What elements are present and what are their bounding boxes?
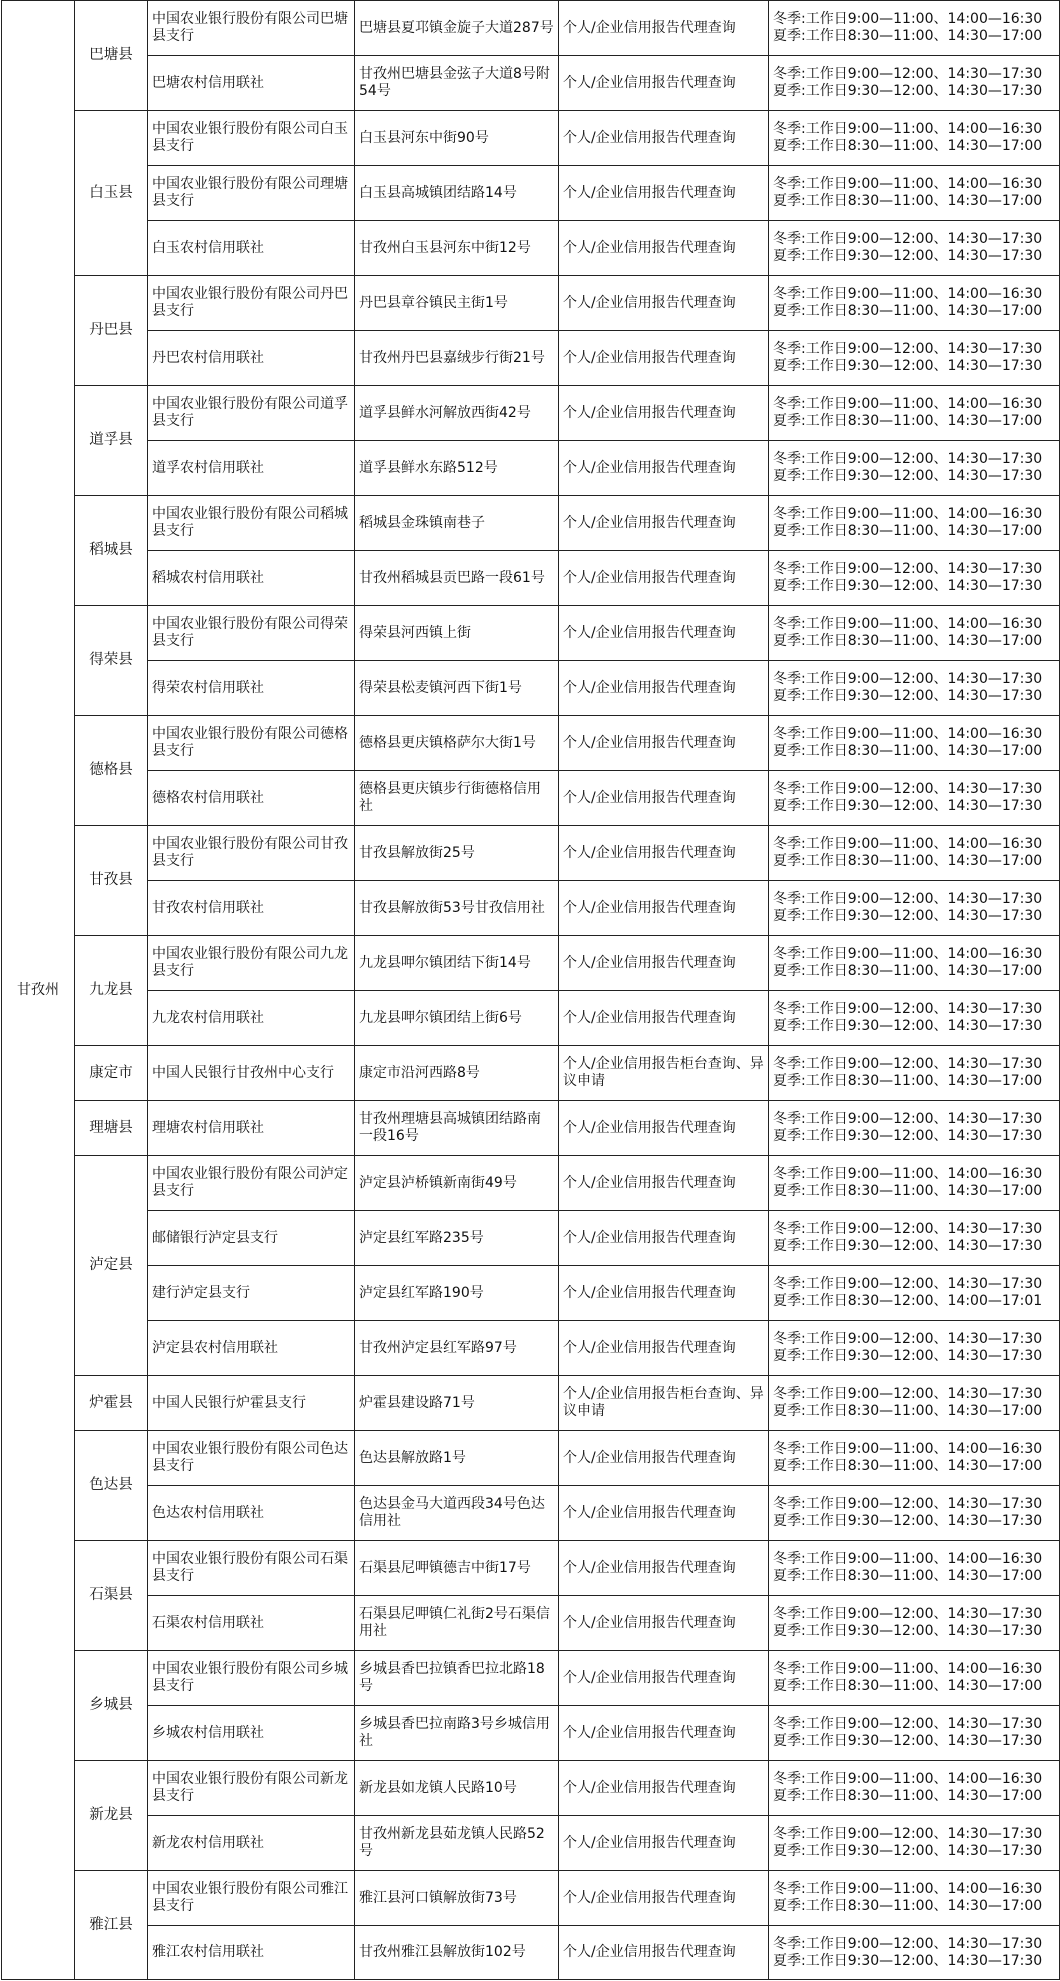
institution-cell: 色达农村信用联社 [148, 1486, 355, 1541]
institution-cell: 中国人民银行炉霍县支行 [148, 1376, 355, 1431]
service-cell: 个人/企业信用报告代理查询 [559, 276, 769, 331]
service-cell: 个人/企业信用报告代理查询 [559, 386, 769, 441]
winter-hours: 冬季:工作日9:00—11:00、14:00—16:30 [773, 726, 1043, 742]
service-cell: 个人/企业信用报告代理查询 [559, 1816, 769, 1871]
address-cell: 色达县金马大道西段34号色达信用社 [355, 1486, 559, 1541]
winter-hours: 冬季:工作日9:00—11:00、14:00—16:30 [773, 1661, 1043, 1677]
winter-hours: 冬季:工作日9:00—12:00、14:30—17:30 [773, 1386, 1043, 1402]
winter-hours: 冬季:工作日9:00—12:00、14:30—17:30 [773, 1221, 1043, 1237]
institution-cell: 白玉农村信用联社 [148, 221, 355, 276]
summer-hours: 夏季:工作日8:30—11:00、14:30—17:00 [773, 1788, 1043, 1804]
summer-hours: 夏季:工作日8:30—11:00、14:30—17:00 [773, 1458, 1043, 1474]
summer-hours: 夏季:工作日8:30—11:00、14:30—17:00 [773, 1898, 1043, 1914]
table-row [2, 1596, 1060, 1651]
address-cell: 甘孜州丹巴县嘉绒步行街21号 [355, 331, 559, 386]
institution-cell: 得荣农村信用联社 [148, 661, 355, 716]
city-cell: 甘孜州 [2, 1, 75, 1980]
table-row [2, 1431, 1060, 1486]
address-cell: 甘孜州新龙县茹龙镇人民路52号 [355, 1816, 559, 1871]
institution-cell: 理塘农村信用联社 [148, 1101, 355, 1156]
service-cell: 个人/企业信用报告柜台查询、异议申请 [559, 1046, 769, 1101]
summer-hours: 夏季:工作日9:30—12:00、14:30—17:30 [773, 798, 1043, 814]
credit-query-location-table [1, 0, 1060, 1980]
hours-cell [769, 606, 1060, 661]
summer-hours: 夏季:工作日9:30—12:00、14:30—17:30 [773, 1843, 1043, 1859]
address-cell: 乡城县香巴拉南路3号乡城信用社 [355, 1706, 559, 1761]
hours-cell [769, 1, 1060, 56]
service-cell: 个人/企业信用报告代理查询 [559, 1321, 769, 1376]
summer-hours: 夏季:工作日8:30—11:00、14:30—17:00 [773, 1403, 1043, 1419]
service-cell: 个人/企业信用报告代理查询 [559, 991, 769, 1046]
service-cell: 个人/企业信用报告代理查询 [559, 111, 769, 166]
institution-cell: 中国农业银行股份有限公司乡城县支行 [148, 1651, 355, 1706]
hours-cell [769, 771, 1060, 826]
summer-hours: 夏季:工作日9:30—12:00、14:30—17:30 [773, 1733, 1043, 1749]
county-cell: 理塘县 [75, 1101, 148, 1156]
address-cell: 白玉县河东中街90号 [355, 111, 559, 166]
winter-hours: 冬季:工作日9:00—12:00、14:30—17:30 [773, 781, 1043, 797]
hours-cell [769, 166, 1060, 221]
table-row [2, 1376, 1060, 1431]
table-row [2, 1651, 1060, 1706]
county-cell: 巴塘县 [75, 1, 148, 111]
service-cell: 个人/企业信用报告代理查询 [559, 1706, 769, 1761]
winter-hours: 冬季:工作日9:00—11:00、14:00—16:30 [773, 1166, 1043, 1182]
institution-cell: 中国农业银行股份有限公司甘孜县支行 [148, 826, 355, 881]
table-row [2, 826, 1060, 881]
table-row [2, 551, 1060, 606]
address-cell: 新龙县如龙镇人民路10号 [355, 1761, 559, 1816]
hours-cell [769, 221, 1060, 276]
summer-hours: 夏季:工作日8:30—12:00、14:00—17:01 [773, 1293, 1043, 1309]
county-cell: 色达县 [75, 1431, 148, 1541]
hours-cell [769, 826, 1060, 881]
institution-cell: 中国农业银行股份有限公司道孚县支行 [148, 386, 355, 441]
institution-cell: 新龙农村信用联社 [148, 1816, 355, 1871]
institution-cell: 中国农业银行股份有限公司巴塘县支行 [148, 1, 355, 56]
table-row [2, 1541, 1060, 1596]
address-cell: 九龙县呷尔镇团结下街14号 [355, 936, 559, 991]
institution-cell: 中国农业银行股份有限公司九龙县支行 [148, 936, 355, 991]
summer-hours: 夏季:工作日9:30—12:00、14:30—17:30 [773, 1623, 1043, 1639]
summer-hours: 夏季:工作日8:30—11:00、14:30—17:00 [773, 633, 1043, 649]
winter-hours: 冬季:工作日9:00—12:00、14:30—17:30 [773, 1496, 1043, 1512]
table-row [2, 331, 1060, 386]
address-cell: 得荣县松麦镇河西下街1号 [355, 661, 559, 716]
hours-cell [769, 1376, 1060, 1431]
table-row [2, 661, 1060, 716]
institution-cell: 九龙农村信用联社 [148, 991, 355, 1046]
address-cell: 得荣县河西镇上街 [355, 606, 559, 661]
table-row [2, 56, 1060, 111]
table-row [2, 496, 1060, 551]
address-cell: 甘孜州巴塘县金弦子大道8号附54号 [355, 56, 559, 111]
summer-hours: 夏季:工作日9:30—12:00、14:30—17:30 [773, 248, 1043, 264]
hours-cell [769, 111, 1060, 166]
institution-cell: 中国农业银行股份有限公司泸定县支行 [148, 1156, 355, 1211]
winter-hours: 冬季:工作日9:00—12:00、14:30—17:30 [773, 451, 1043, 467]
institution-cell: 中国农业银行股份有限公司丹巴县支行 [148, 276, 355, 331]
service-cell: 个人/企业信用报告代理查询 [559, 331, 769, 386]
winter-hours: 冬季:工作日9:00—11:00、14:00—16:30 [773, 121, 1043, 137]
hours-cell [769, 1816, 1060, 1871]
summer-hours: 夏季:工作日8:30—11:00、14:30—17:00 [773, 138, 1043, 154]
table-row [2, 386, 1060, 441]
service-cell: 个人/企业信用报告代理查询 [559, 881, 769, 936]
summer-hours: 夏季:工作日9:30—12:00、14:30—17:30 [773, 908, 1043, 924]
table-row [2, 1926, 1060, 1980]
institution-cell: 泸定县农村信用联社 [148, 1321, 355, 1376]
winter-hours: 冬季:工作日9:00—11:00、14:00—16:30 [773, 1881, 1043, 1897]
institution-cell: 中国农业银行股份有限公司德格县支行 [148, 716, 355, 771]
hours-cell [769, 936, 1060, 991]
service-cell: 个人/企业信用报告代理查询 [559, 1541, 769, 1596]
address-cell: 德格县更庆镇格萨尔大街1号 [355, 716, 559, 771]
summer-hours: 夏季:工作日8:30—11:00、14:30—17:00 [773, 853, 1043, 869]
service-cell: 个人/企业信用报告代理查询 [559, 1431, 769, 1486]
summer-hours: 夏季:工作日9:30—12:00、14:30—17:30 [773, 1238, 1043, 1254]
address-cell: 德格县更庆镇步行街德格信用社 [355, 771, 559, 826]
address-cell: 甘孜州白玉县河东中街12号 [355, 221, 559, 276]
institution-cell: 建行泸定县支行 [148, 1266, 355, 1321]
address-cell: 甘孜县解放街53号甘孜信用社 [355, 881, 559, 936]
summer-hours: 夏季:工作日9:30—12:00、14:30—17:30 [773, 688, 1043, 704]
winter-hours: 冬季:工作日9:00—11:00、14:00—16:30 [773, 176, 1043, 192]
service-cell: 个人/企业信用报告代理查询 [559, 936, 769, 991]
address-cell: 泸定县泸桥镇新南街49号 [355, 1156, 559, 1211]
institution-cell: 德格农村信用联社 [148, 771, 355, 826]
summer-hours: 夏季:工作日9:30—12:00、14:30—17:30 [773, 1128, 1043, 1144]
county-cell: 稻城县 [75, 496, 148, 606]
address-cell: 泸定县红军路190号 [355, 1266, 559, 1321]
hours-cell [769, 1211, 1060, 1266]
institution-cell: 巴塘农村信用联社 [148, 56, 355, 111]
address-cell: 巴塘县夏邛镇金旋子大道287号 [355, 1, 559, 56]
county-cell: 炉霍县 [75, 1376, 148, 1431]
service-cell: 个人/企业信用报告代理查询 [559, 1211, 769, 1266]
service-cell: 个人/企业信用报告代理查询 [559, 1156, 769, 1211]
winter-hours: 冬季:工作日9:00—11:00、14:00—16:30 [773, 11, 1043, 27]
county-cell: 道孚县 [75, 386, 148, 496]
address-cell: 乡城县香巴拉镇香巴拉北路18号 [355, 1651, 559, 1706]
winter-hours: 冬季:工作日9:00—12:00、14:30—17:30 [773, 1001, 1043, 1017]
service-cell: 个人/企业信用报告代理查询 [559, 1, 769, 56]
hours-cell [769, 1321, 1060, 1376]
summer-hours: 夏季:工作日9:30—12:00、14:30—17:30 [773, 358, 1043, 374]
table-row [2, 441, 1060, 496]
county-cell: 白玉县 [75, 111, 148, 276]
table-row [2, 936, 1060, 991]
service-cell: 个人/企业信用报告代理查询 [559, 496, 769, 551]
service-cell: 个人/企业信用报告代理查询 [559, 606, 769, 661]
hours-cell [769, 1046, 1060, 1101]
table-row [2, 1706, 1060, 1761]
hours-cell [769, 1101, 1060, 1156]
county-cell: 康定市 [75, 1046, 148, 1101]
hours-cell [769, 661, 1060, 716]
winter-hours: 冬季:工作日9:00—12:00、14:30—17:30 [773, 1056, 1043, 1072]
table-row [2, 606, 1060, 661]
hours-cell [769, 1596, 1060, 1651]
winter-hours: 冬季:工作日9:00—11:00、14:00—16:30 [773, 286, 1043, 302]
winter-hours: 冬季:工作日9:00—12:00、14:30—17:30 [773, 66, 1043, 82]
winter-hours: 冬季:工作日9:00—11:00、14:00—16:30 [773, 396, 1043, 412]
winter-hours: 冬季:工作日9:00—11:00、14:00—16:30 [773, 1771, 1043, 1787]
hours-cell [769, 276, 1060, 331]
hours-cell [769, 496, 1060, 551]
table-row [2, 1486, 1060, 1541]
hours-cell [769, 881, 1060, 936]
county-cell: 德格县 [75, 716, 148, 826]
summer-hours: 夏季:工作日9:30—12:00、14:30—17:30 [773, 468, 1043, 484]
hours-cell [769, 1761, 1060, 1816]
hours-cell [769, 1541, 1060, 1596]
table-row [2, 1, 1060, 56]
institution-cell: 中国农业银行股份有限公司得荣县支行 [148, 606, 355, 661]
summer-hours: 夏季:工作日8:30—11:00、14:30—17:00 [773, 28, 1043, 44]
address-cell: 雅江县河口镇解放街73号 [355, 1871, 559, 1926]
institution-cell: 乡城农村信用联社 [148, 1706, 355, 1761]
table-row [2, 1211, 1060, 1266]
table-row [2, 1321, 1060, 1376]
service-cell: 个人/企业信用报告代理查询 [559, 1761, 769, 1816]
institution-cell: 丹巴农村信用联社 [148, 331, 355, 386]
hours-cell [769, 1926, 1060, 1980]
address-cell: 甘孜县解放街25号 [355, 826, 559, 881]
address-cell: 炉霍县建设路71号 [355, 1376, 559, 1431]
winter-hours: 冬季:工作日9:00—12:00、14:30—17:30 [773, 1111, 1043, 1127]
table-row [2, 1761, 1060, 1816]
table-row [2, 221, 1060, 276]
county-cell: 甘孜县 [75, 826, 148, 936]
hours-cell [769, 716, 1060, 771]
address-cell: 白玉县高城镇团结路14号 [355, 166, 559, 221]
service-cell: 个人/企业信用报告代理查询 [559, 1871, 769, 1926]
institution-cell: 中国人民银行甘孜州中心支行 [148, 1046, 355, 1101]
summer-hours: 夏季:工作日8:30—11:00、14:30—17:00 [773, 743, 1043, 759]
hours-cell [769, 551, 1060, 606]
service-cell: 个人/企业信用报告代理查询 [559, 1596, 769, 1651]
hours-cell [769, 56, 1060, 111]
service-cell: 个人/企业信用报告代理查询 [559, 1926, 769, 1980]
table-row [2, 1816, 1060, 1871]
service-cell: 个人/企业信用报告代理查询 [559, 551, 769, 606]
winter-hours: 冬季:工作日9:00—11:00、14:00—16:30 [773, 616, 1043, 632]
winter-hours: 冬季:工作日9:00—11:00、14:00—16:30 [773, 1551, 1043, 1567]
summer-hours: 夏季:工作日9:30—12:00、14:30—17:30 [773, 1018, 1043, 1034]
address-cell: 石渠县尼呷镇仁礼街2号石渠信用社 [355, 1596, 559, 1651]
winter-hours: 冬季:工作日9:00—12:00、14:30—17:30 [773, 1606, 1043, 1622]
service-cell: 个人/企业信用报告代理查询 [559, 56, 769, 111]
service-cell: 个人/企业信用报告柜台查询、异议申请 [559, 1376, 769, 1431]
address-cell: 道孚县鲜水河解放西街42号 [355, 386, 559, 441]
institution-cell: 道孚农村信用联社 [148, 441, 355, 496]
address-cell: 甘孜州稻城县贡巴路一段61号 [355, 551, 559, 606]
address-cell: 甘孜州理塘县高城镇团结路南一段16号 [355, 1101, 559, 1156]
table-row [2, 991, 1060, 1046]
institution-cell: 石渠农村信用联社 [148, 1596, 355, 1651]
address-cell: 泸定县红军路235号 [355, 1211, 559, 1266]
table-row [2, 1871, 1060, 1926]
winter-hours: 冬季:工作日9:00—11:00、14:00—16:30 [773, 506, 1043, 522]
service-cell: 个人/企业信用报告代理查询 [559, 1266, 769, 1321]
institution-cell: 中国农业银行股份有限公司雅江县支行 [148, 1871, 355, 1926]
winter-hours: 冬季:工作日9:00—12:00、14:30—17:30 [773, 1331, 1043, 1347]
institution-cell: 中国农业银行股份有限公司石渠县支行 [148, 1541, 355, 1596]
table-row [2, 166, 1060, 221]
summer-hours: 夏季:工作日8:30—11:00、14:30—17:00 [773, 1073, 1043, 1089]
winter-hours: 冬季:工作日9:00—12:00、14:30—17:30 [773, 1935, 1043, 1952]
hours-cell [769, 1266, 1060, 1321]
county-cell: 石渠县 [75, 1541, 148, 1651]
institution-cell: 中国农业银行股份有限公司稻城县支行 [148, 496, 355, 551]
summer-hours: 夏季:工作日8:30—11:00、14:30—17:00 [773, 1678, 1043, 1694]
winter-hours: 冬季:工作日9:00—12:00、14:30—17:30 [773, 1276, 1043, 1292]
county-cell: 泸定县 [75, 1156, 148, 1376]
winter-hours: 冬季:工作日9:00—11:00、14:00—16:30 [773, 946, 1043, 962]
hours-cell [769, 991, 1060, 1046]
county-cell: 丹巴县 [75, 276, 148, 386]
address-cell: 甘孜州泸定县红军路97号 [355, 1321, 559, 1376]
summer-hours: 夏季:工作日8:30—11:00、14:30—17:00 [773, 303, 1043, 319]
service-cell: 个人/企业信用报告代理查询 [559, 716, 769, 771]
winter-hours: 冬季:工作日9:00—12:00、14:30—17:30 [773, 561, 1043, 577]
winter-hours: 冬季:工作日9:00—11:00、14:00—16:30 [773, 1441, 1043, 1457]
summer-hours: 夏季:工作日8:30—11:00、14:30—17:00 [773, 413, 1043, 429]
institution-cell: 雅江农村信用联社 [148, 1926, 355, 1980]
winter-hours: 冬季:工作日9:00—12:00、14:30—17:30 [773, 341, 1043, 357]
hours-cell [769, 386, 1060, 441]
county-cell: 雅江县 [75, 1871, 148, 1980]
service-cell: 个人/企业信用报告代理查询 [559, 1651, 769, 1706]
winter-hours: 冬季:工作日9:00—11:00、14:00—16:30 [773, 836, 1043, 852]
service-cell: 个人/企业信用报告代理查询 [559, 1486, 769, 1541]
address-cell: 甘孜州雅江县解放街102号 [355, 1926, 559, 1980]
service-cell: 个人/企业信用报告代理查询 [559, 826, 769, 881]
hours-cell [769, 1706, 1060, 1761]
service-cell: 个人/企业信用报告代理查询 [559, 771, 769, 826]
table-row [2, 276, 1060, 331]
summer-hours: 夏季:工作日8:30—11:00、14:30—17:00 [773, 193, 1043, 209]
institution-cell: 中国农业银行股份有限公司新龙县支行 [148, 1761, 355, 1816]
institution-cell: 中国农业银行股份有限公司理塘县支行 [148, 166, 355, 221]
county-cell: 九龙县 [75, 936, 148, 1046]
hours-cell [769, 1156, 1060, 1211]
county-cell: 新龙县 [75, 1761, 148, 1871]
table-row [2, 1046, 1060, 1101]
hours-cell [769, 1486, 1060, 1541]
service-cell: 个人/企业信用报告代理查询 [559, 441, 769, 496]
hours-cell [769, 1431, 1060, 1486]
address-cell: 丹巴县章谷镇民主街1号 [355, 276, 559, 331]
table-row [2, 771, 1060, 826]
winter-hours: 冬季:工作日9:00—12:00、14:30—17:30 [773, 671, 1043, 687]
summer-hours: 夏季:工作日8:30—11:00、14:30—17:00 [773, 963, 1043, 979]
table-row [2, 716, 1060, 771]
table-row [2, 881, 1060, 936]
summer-hours: 夏季:工作日8:30—11:00、14:30—17:00 [773, 1183, 1043, 1199]
hours-cell [769, 1871, 1060, 1926]
winter-hours: 冬季:工作日9:00—12:00、14:30—17:30 [773, 1826, 1043, 1842]
summer-hours: 夏季:工作日9:30—12:00、14:30—17:30 [773, 578, 1043, 594]
summer-hours: 夏季:工作日8:30—11:00、14:30—17:00 [773, 1568, 1043, 1584]
county-cell: 得荣县 [75, 606, 148, 716]
county-cell: 乡城县 [75, 1651, 148, 1761]
hours-cell [769, 331, 1060, 386]
table-row [2, 1156, 1060, 1211]
service-cell: 个人/企业信用报告代理查询 [559, 661, 769, 716]
institution-cell: 邮储银行泸定县支行 [148, 1211, 355, 1266]
service-cell: 个人/企业信用报告代理查询 [559, 221, 769, 276]
institution-cell: 稻城农村信用联社 [148, 551, 355, 606]
address-cell: 色达县解放路1号 [355, 1431, 559, 1486]
table-row [2, 1266, 1060, 1321]
address-cell: 康定市沿河西路8号 [355, 1046, 559, 1101]
hours-cell [769, 1651, 1060, 1706]
summer-hours: 夏季:工作日9:30—12:00、14:30—17:30 [773, 1348, 1043, 1364]
summer-hours: 夏季:工作日9:30—12:00、14:30—17:30 [773, 1952, 1043, 1969]
winter-hours: 冬季:工作日9:00—12:00、14:30—17:30 [773, 891, 1043, 907]
institution-cell: 中国农业银行股份有限公司白玉县支行 [148, 111, 355, 166]
institution-cell: 甘孜农村信用联社 [148, 881, 355, 936]
table-row [2, 111, 1060, 166]
summer-hours: 夏季:工作日8:30—11:00、14:30—17:00 [773, 523, 1043, 539]
summer-hours: 夏季:工作日9:30—12:00、14:30—17:30 [773, 83, 1043, 99]
institution-cell: 中国农业银行股份有限公司色达县支行 [148, 1431, 355, 1486]
summer-hours: 夏季:工作日9:30—12:00、14:30—17:30 [773, 1513, 1043, 1529]
address-cell: 稻城县金珠镇南巷子 [355, 496, 559, 551]
hours-cell [769, 441, 1060, 496]
address-cell: 道孚县鲜水东路512号 [355, 441, 559, 496]
table-row [2, 1101, 1060, 1156]
winter-hours: 冬季:工作日9:00—12:00、14:30—17:30 [773, 231, 1043, 247]
winter-hours: 冬季:工作日9:00—12:00、14:30—17:30 [773, 1716, 1043, 1732]
address-cell: 九龙县呷尔镇团结上街6号 [355, 991, 559, 1046]
address-cell: 石渠县尼呷镇德吉中街17号 [355, 1541, 559, 1596]
service-cell: 个人/企业信用报告代理查询 [559, 166, 769, 221]
service-cell: 个人/企业信用报告代理查询 [559, 1101, 769, 1156]
